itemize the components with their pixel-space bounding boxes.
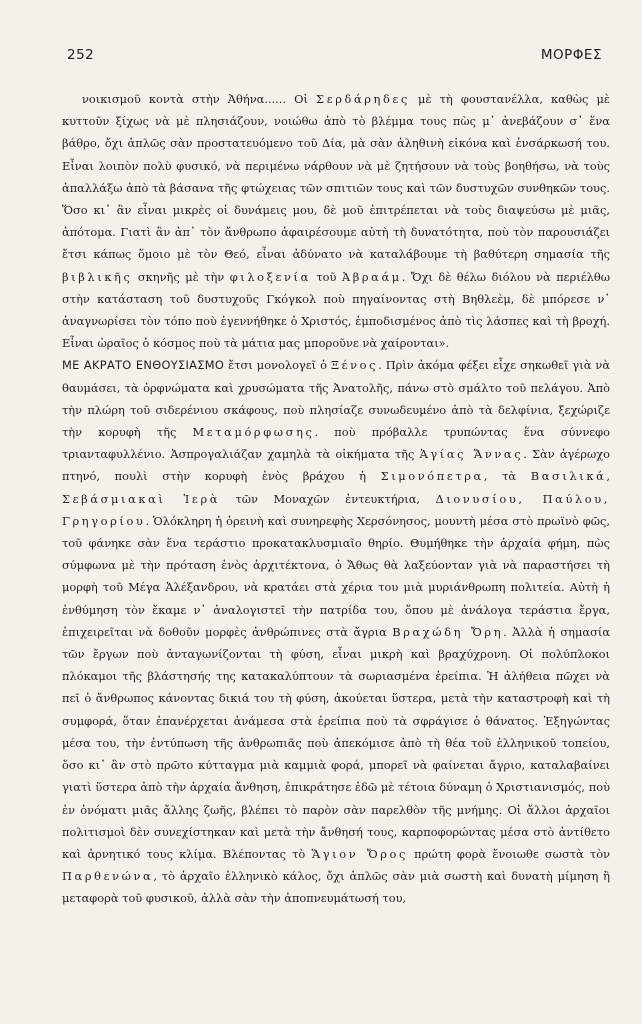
body-text [62,88,610,910]
p2-text-e: , τὰ [483,469,531,484]
paragraph-1 [62,88,610,354]
p2-spaced-2: Μεταμόρφωσης [192,425,315,440]
p2-text-f: , [606,469,610,484]
p2-spaced-8: Βραχώδη Ὄρη [392,624,504,639]
p2-text-c: . ποὺ πρόβαλλε τρυπώντας ἕνα σύννεφο τριανταφυλλένιο. Ἀσπρογαλιάζαν χαμηλὰ τὰ οἰκήματα τῆς [62,425,610,462]
p2-spaced-10: Παρθενώνα [62,869,154,884]
p2-spaced-9: Ἅγιον Ὄρος [311,846,408,861]
p2-lead-caps: ΜΕ ΑΚΡΑΤΟ ΕΝΘΟΥΣΙΑΣΜΟ [62,358,225,373]
p1-spaced-3: φιλοξενία [229,269,311,284]
p1-text-c: σκηνῆς μὲ τὴν [132,269,230,284]
p2-spaced-4: Σιμονόπετρα [380,469,484,484]
p2-text-j: πρώτη φορὰ ἔνοιωθε σωστὰ τὸν [408,846,610,861]
p1-text-e: . Ὄχι δὲ θέλω διόλου νὰ περιέλθω στὴν κατάσταση τοῦ δυστυχοῦς Γκόγκολ ποὺ πηγαίνοντας στὴ Βηθλεὲμ, δὲ μπόρεσε ν᾽ ἀναγνωρίσει τὸν τόπο ποὺ ἐγεννήθηκε ὁ Χριστός, ἐμποδισμένος ἀπὸ τὶς λάσπες καὶ τὴ βροχή. Εἶναι ὡραῖος ὁ κόσμος ποὺ τὰ μάτια μας μποροῦνε νὰ χαίρονται». [62,269,611,351]
p1-spaced-2: βιβλικῆς [62,269,133,284]
p1-text-b: μὲ τὴ φουστανέλλα, καθὼς μὲ κυττοῦν ξίχως νὰ μὲ πλησιάζουν, νοιώθω ἀπὸ τὸ βλέμμα τους πὼς μ᾽ ἀνεβάζουν σ᾽ ἕνα βάθρο, ὄχι ἁπλῶς σὰν προστατευόμενο τοῦ Δία, μὰ σὰν ἀληθινὴ εἰκόνα καὶ ἐνσάρκωσή του. Εἶναι λοιπὸν πολὺ φυσικό, νὰ περιμένω νάρθουν νὰ μὲ ζητήσουν νὰ τοὺς βοηθήσω, νὰ τοὺς ἀπαλλάξω ἀπὸ τὰ βάσανα τῆς φτώχειας τῶν σπιτιῶν τους καὶ τῶν δυστυχῶν συνθηκῶν τους. Ὅσο κι᾽ ἂν εἶναι μικρὲς οἱ δυνάμεις μου, δὲ μοῦ ἐπιτρέπεται νὰ τοὺς διαψεύσω μὲ μιᾶς, ἀπότομα. Γιατὶ ἂν ἀπ᾽ τὸν ἄνθρωπο ἀφαιρέσουμε αὐτὴ τὴ δυνατότητα, ποὺ τὸν παρουσιάζει ἔτσι κάπως ὅμοιο μὲ τὸν Θεό, εἶναι ἀδύνατο νὰ καταλάβουμε τὴ βαθύτερη σημασία τῆς [62,92,610,262]
p2-spaced-5: Βασιλικά [530,469,607,484]
p2-spaced-6: Σεβάσμιακαὶ Ἱερὰ [62,491,221,506]
p2-text-k: , τὸ ἀρχαῖο ἑλληνικὸ κάλος, ὄχι ἁπλῶς σὰν μιὰ σωστὴ καὶ δυνατὴ μίμηση ἢ μεταφορὰ τοῦ φυσικοῦ, ἀλλὰ σὰν τὴν ἀποπνευμάτωσή του, [62,869,610,906]
p2-text-h: . Ὁλόκληρη ἡ ὀρεινὴ καὶ συνηρεφὴς Χερσόνησος, μουντὴ μέσα στὸ πρωϊνὸ φῶς, τοῦ φάνηκε σὰν ἕνα τεράστιο προκατακλυσμιαῖο θηρίο. Θυμήθηκε τὴν ἀρχαία φήμη, πὼς σύμφωνα μὲ τὴν πρόταση ἑνὸς ἀρχιτέκτονα, ὁ Ἄθως θὰ λαξεύονταν γιὰ νὰ παραστήσει τὴ μορφὴ τοῦ Μέγα Ἀλέξανδρου, νὰ κρατάει στὰ χέρια του μιὰ μυριάνθρωπη πολιτεία. Αὐτὴ ἡ ἐνθύμηση τὸν ἔκαμε ν᾽ ἀναλογιστεῖ τὴν πατρίδα του, ὅπου μὲ ἀνάλογα τεράστια ἔργα, ἐπιχειρεῖται νὰ δοθοῦν μορφὲς ἀνθρώπινες στὰ ἄγρια [62,513,610,639]
p1-spaced-4: Ἀβραάμ [341,269,402,284]
paragraph-2 [62,354,610,909]
p2-text-b: . Πρὶν ἀκόμα φέξει εἶχε σηκωθεῖ γιὰ νὰ θαυμάσει, τὰ ὀρφνώματα καὶ χρυσώματα τῆς Ἀνατολῆς, πάνω στὸ σμάλτο τοῦ πελάγου. Ἀπὸ τὴν πλώρη τοῦ σιδερένιου σκάφους, ποὺ πλησίαζε συνωδευμένο ἀπὸ τὰ δελφίνια, ξεχώριζε τὴν κορυφὴ τῆς [62,358,611,440]
p2-text-d: . Σὰν ἀγέρωχο πτηνό, πουλὶ στὴν κορυφὴ ἑνὸς βράχου ἡ [62,447,610,484]
running-title: ΜΟΡΦΕΣ [540,47,602,63]
p2-spaced-1: Ξένος [330,358,379,373]
page-header [67,44,602,66]
p1-spaced-1: Σερδάρηδες [316,92,410,106]
p1-text-a: νοικισμοῦ κοντὰ στὴν Ἀθήνα...... Οἱ [82,92,317,106]
p2-text-a: ἔτσι μονολογεῖ ὁ [224,358,331,373]
page-number: 252 [67,47,95,63]
p2-text-i: . Ἀλλὰ ἡ σημασία τῶν ἔργων ποὺ ἀνταγωνίζονται τὴ φύση, εἶναι μικρὴ καὶ βραχύχρονη. Οἱ πολύπλοκοι πλόκαμοι τῆς βλάστησής της κατακαλύπτουν τὰ σωριασμένα ἐρείπια. Ἡ ἀλήθεια πῶχει νὰ πεῖ ὁ ἄνθρωπος κάνοντας δικιά του τὴ φύση, ἀκούεται ὕστερα, μετὰ τὴν καταστροφὴ καὶ τὴ συμφορά, ὅταν ἐπανέρχεται ἀνάμεσα στὰ ἐρείπια ποὺ τὰ σφράγισε ὁ θάνατος. Ἐξηγώντας μέσα του, τὴν ἐντύπωση τῆς ἀνθρωπιᾶς ποὺ ἀπεκόμισε ἀπὸ τὴ θέα τοῦ ἑλληνικοῦ τοπείου, ὅσο κι᾽ ἂν στὸ πρῶτο κύτταγμα μιὰ καμμιὰ φορά, μπορεῖ νὰ φαίνεται ἄγριο, καταλαβαίνει γιατὶ ὕστερα ἀπὸ τὴν ἀρχαία ἄνθηση, ἐπικράτησε ἐδῶ μὲ τέτοια δύναμη ὁ Χριστιανισμός, ποὺ ἐν ὀνόματι μιᾶς ἄλλης ζωῆς, βλέπει τὸ παρὸν σὰν παρελθὸν τῆς μνήμης. Οἱ ἄλλοι ἀρχαῖοι πολιτισμοὶ δὲν συνεχίστηκαν καὶ μετὰ τὴν ἄνθησή τους, καρποφορώντας μέσα στὸ ἀντίθετο καὶ ἀρνητικό τους κλίμα. Βλέποντας τὸ [62,624,611,861]
p1-text-d: τοῦ [310,269,342,284]
p2-spaced-3: Ἁγίας Ἄννας [419,447,524,462]
p2-text-g: τῶν Μοναχῶν ἐντευκτήρια, [220,491,436,506]
p2-spaced-7: Διονυσίου, Παύλου, Γρηγορίου [62,491,610,528]
